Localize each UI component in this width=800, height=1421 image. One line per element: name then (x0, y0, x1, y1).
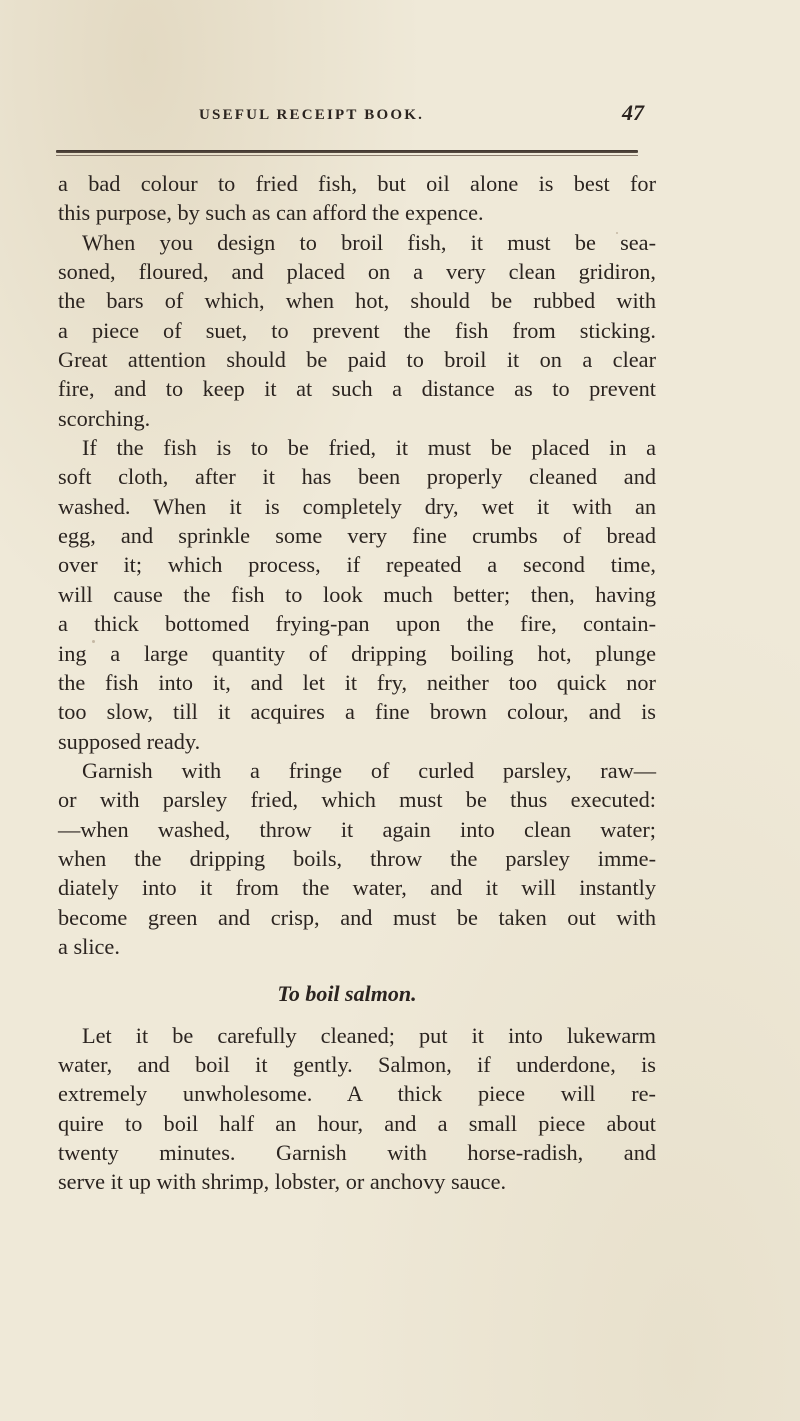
text-line: soned, floured, and placed on a very clean gridiron, (58, 259, 656, 285)
text-line: If the fish is to be fried, it must be placed in a (82, 435, 656, 461)
text-line: supposed ready. (58, 728, 201, 754)
text-line: a slice. (58, 933, 120, 959)
text-line: egg, and sprinkle some very fine crumbs of bread (58, 523, 656, 549)
body-text (58, 169, 656, 1197)
text-line: Let it be carefully cleaned; put it into lukewarm (82, 1022, 656, 1048)
text-line: become green and crisp, and must be taken out with (58, 904, 656, 930)
paragraph (58, 228, 656, 433)
text-line: Garnish with a fringe of curled parsley, raw— (82, 757, 656, 783)
text-line: this purpose, by such as can afford the expence. (58, 200, 484, 226)
paragraph (58, 756, 656, 961)
text-line: serve it up with shrimp, lobster, or anchovy sauce. (58, 1169, 507, 1195)
text-line: when the dripping boils, throw the parsley imme- (58, 845, 656, 871)
text-line: scorching. (58, 405, 151, 431)
text-line: soft cloth, after it has been properly cleaned and (58, 464, 656, 490)
paragraph (58, 169, 656, 228)
section-heading: To boil salmon. (277, 981, 417, 1007)
header-rule (56, 150, 638, 153)
text-line: the bars of which, when hot, should be rubbed with (58, 288, 656, 314)
text-line: over it; which process, if repeated a second time, (58, 552, 656, 578)
text-line: a thick bottomed frying-pan upon the fire, contain- (58, 611, 656, 637)
text-line: fire, and to keep it at such a distance as to prevent (58, 376, 656, 402)
page-number: 47 (622, 100, 644, 125)
text-line: will cause the fish to look much better; then, having (58, 581, 656, 607)
running-head: USEFUL RECEIPT BOOK. (199, 107, 425, 123)
text-line: quire to boil half an hour, and a small piece about (58, 1110, 656, 1136)
text-line: twenty minutes. Garnish with horse-radish, and (58, 1140, 656, 1165)
text-line: diately into it from the water, and it will instantly (58, 875, 656, 901)
text-line: a piece of suet, to prevent the fish from sticking. (58, 317, 656, 343)
text-line: or with parsley fried, which must be thus executed: (58, 787, 656, 813)
text-line: the fish into it, and let it fry, neither too quick nor (58, 669, 656, 695)
paragraph (58, 1021, 656, 1197)
text-line: water, and boil it gently. Salmon, if underdone, is (58, 1051, 656, 1077)
text-line: Great attention should be paid to broil it on a clear (58, 347, 656, 373)
text-line: When you design to broil fish, it must be sea- (82, 229, 656, 255)
text-line: a bad colour to fried fish, but oil alone is best for (58, 171, 656, 196)
text-line: —when washed, throw it again into clean water; (58, 816, 656, 842)
paragraph (58, 433, 656, 756)
text-line: ing a large quantity of dripping boiling hot, plunge (58, 640, 656, 666)
text-line: washed. When it is completely dry, wet it with an (58, 493, 656, 519)
header-rule-thin (56, 155, 638, 156)
text-line: extremely unwholesome. A thick piece will re- (58, 1081, 656, 1107)
text-line: too slow, till it acquires a fine brown colour, and is (58, 699, 656, 725)
